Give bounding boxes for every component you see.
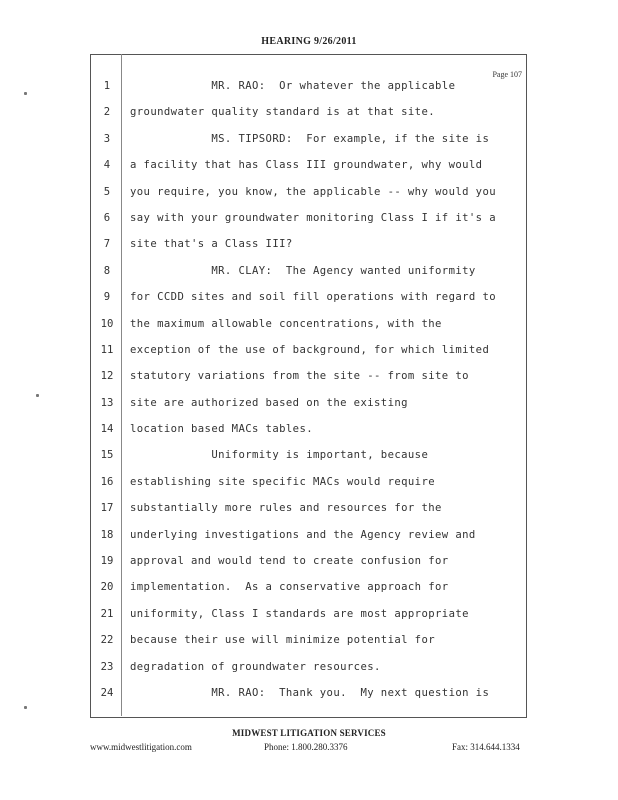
line-number: 16	[100, 475, 114, 488]
transcript-line	[90, 683, 525, 709]
line-text: because their use will minimize potential for	[130, 634, 436, 647]
document-header: HEARING 9/26/2011	[261, 36, 357, 47]
line-number: 7	[103, 238, 111, 251]
transcript-line	[90, 102, 525, 128]
transcript-line	[90, 393, 525, 419]
line-number: 6	[103, 211, 111, 224]
line-text: statutory variations from the site -- from site to	[130, 370, 469, 383]
line-number: 23	[100, 660, 114, 673]
line-text: MR. RAO: Thank you. My next question is	[130, 686, 490, 699]
line-number: 5	[103, 185, 111, 198]
transcript-line	[90, 208, 525, 234]
line-number: 14	[100, 423, 114, 436]
line-text: exception of the use of background, for which limited	[130, 343, 490, 356]
line-number: 17	[100, 502, 114, 515]
line-text: site are authorized based on the existing	[130, 396, 408, 409]
scan-speck	[36, 394, 39, 397]
transcript-line	[90, 129, 525, 155]
footer-website[interactable]: www.midwestlitigation.com	[90, 742, 192, 752]
line-number: 19	[100, 555, 114, 568]
transcript-line	[90, 630, 525, 656]
line-text: MR. RAO: Or whatever the applicable	[130, 80, 456, 92]
transcript-line	[90, 287, 525, 313]
transcript-line	[90, 604, 525, 630]
line-number: 10	[100, 317, 114, 330]
line-number: 3	[103, 132, 111, 145]
transcript-line	[90, 182, 525, 208]
line-number: 9	[103, 291, 111, 304]
line-text: Uniformity is important, because	[130, 449, 429, 462]
transcript-line	[90, 234, 525, 260]
line-text: approval and would tend to create confusion for	[130, 555, 449, 568]
transcript-lines	[90, 76, 525, 709]
scan-speck	[24, 92, 27, 95]
transcript-line	[90, 657, 525, 683]
line-number: 4	[103, 159, 111, 172]
line-text: underlying investigations and the Agency review and	[130, 528, 476, 541]
line-number: 1	[103, 80, 111, 92]
footer-phone: Phone: 1.800.280.3376	[264, 742, 348, 752]
transcript-line	[90, 366, 525, 392]
transcript-line	[90, 261, 525, 287]
line-number: 13	[100, 396, 114, 409]
scan-speck	[24, 706, 27, 709]
footer-fax: Fax: 314.644.1334	[452, 742, 520, 752]
line-text: MR. CLAY: The Agency wanted uniformity	[130, 264, 476, 277]
line-text: site that's a Class III?	[130, 238, 293, 251]
transcript-line	[90, 525, 525, 551]
line-text: establishing site specific MACs would require	[130, 475, 436, 488]
transcript-line	[90, 314, 525, 340]
transcript-line	[90, 76, 525, 102]
line-text: a facility that has Class III groundwater, why would	[130, 159, 483, 172]
footer-contact	[0, 742, 618, 756]
transcript-line	[90, 445, 525, 471]
footer-company: MIDWEST LITIGATION SERVICES	[232, 728, 386, 738]
transcript-line	[90, 472, 525, 498]
line-number: 12	[100, 370, 114, 383]
line-number: 8	[103, 264, 111, 277]
line-text: say with your groundwater monitoring Class I if it's a	[130, 211, 497, 224]
line-number: 20	[100, 581, 114, 594]
line-text: the maximum allowable concentrations, with the	[130, 317, 442, 330]
line-text: uniformity, Class I standards are most appropriate	[130, 607, 469, 620]
transcript-line	[90, 155, 525, 181]
transcript-line	[90, 551, 525, 577]
line-text: for CCDD sites and soil fill operations with regard to	[130, 291, 497, 304]
line-number: 22	[100, 634, 114, 647]
line-number: 21	[100, 607, 114, 620]
line-number: 24	[100, 686, 114, 699]
transcript-line	[90, 577, 525, 603]
transcript-line	[90, 498, 525, 524]
line-text: you require, you know, the applicable -- why would you	[130, 185, 497, 198]
line-text: location based MACs tables.	[130, 423, 314, 436]
line-text: groundwater quality standard is at that site.	[130, 106, 436, 119]
transcript-line	[90, 419, 525, 445]
line-number: 2	[103, 106, 111, 119]
line-text: implementation. As a conservative approach for	[130, 581, 449, 594]
line-number: 11	[100, 343, 114, 356]
line-number: 18	[100, 528, 114, 541]
line-number: 15	[100, 449, 114, 462]
line-text: degradation of groundwater resources.	[130, 660, 381, 673]
transcript-line	[90, 340, 525, 366]
line-text: substantially more rules and resources for the	[130, 502, 442, 515]
line-text: MS. TIPSORD: For example, if the site is	[130, 132, 490, 145]
page-number: Page 107	[492, 70, 522, 79]
